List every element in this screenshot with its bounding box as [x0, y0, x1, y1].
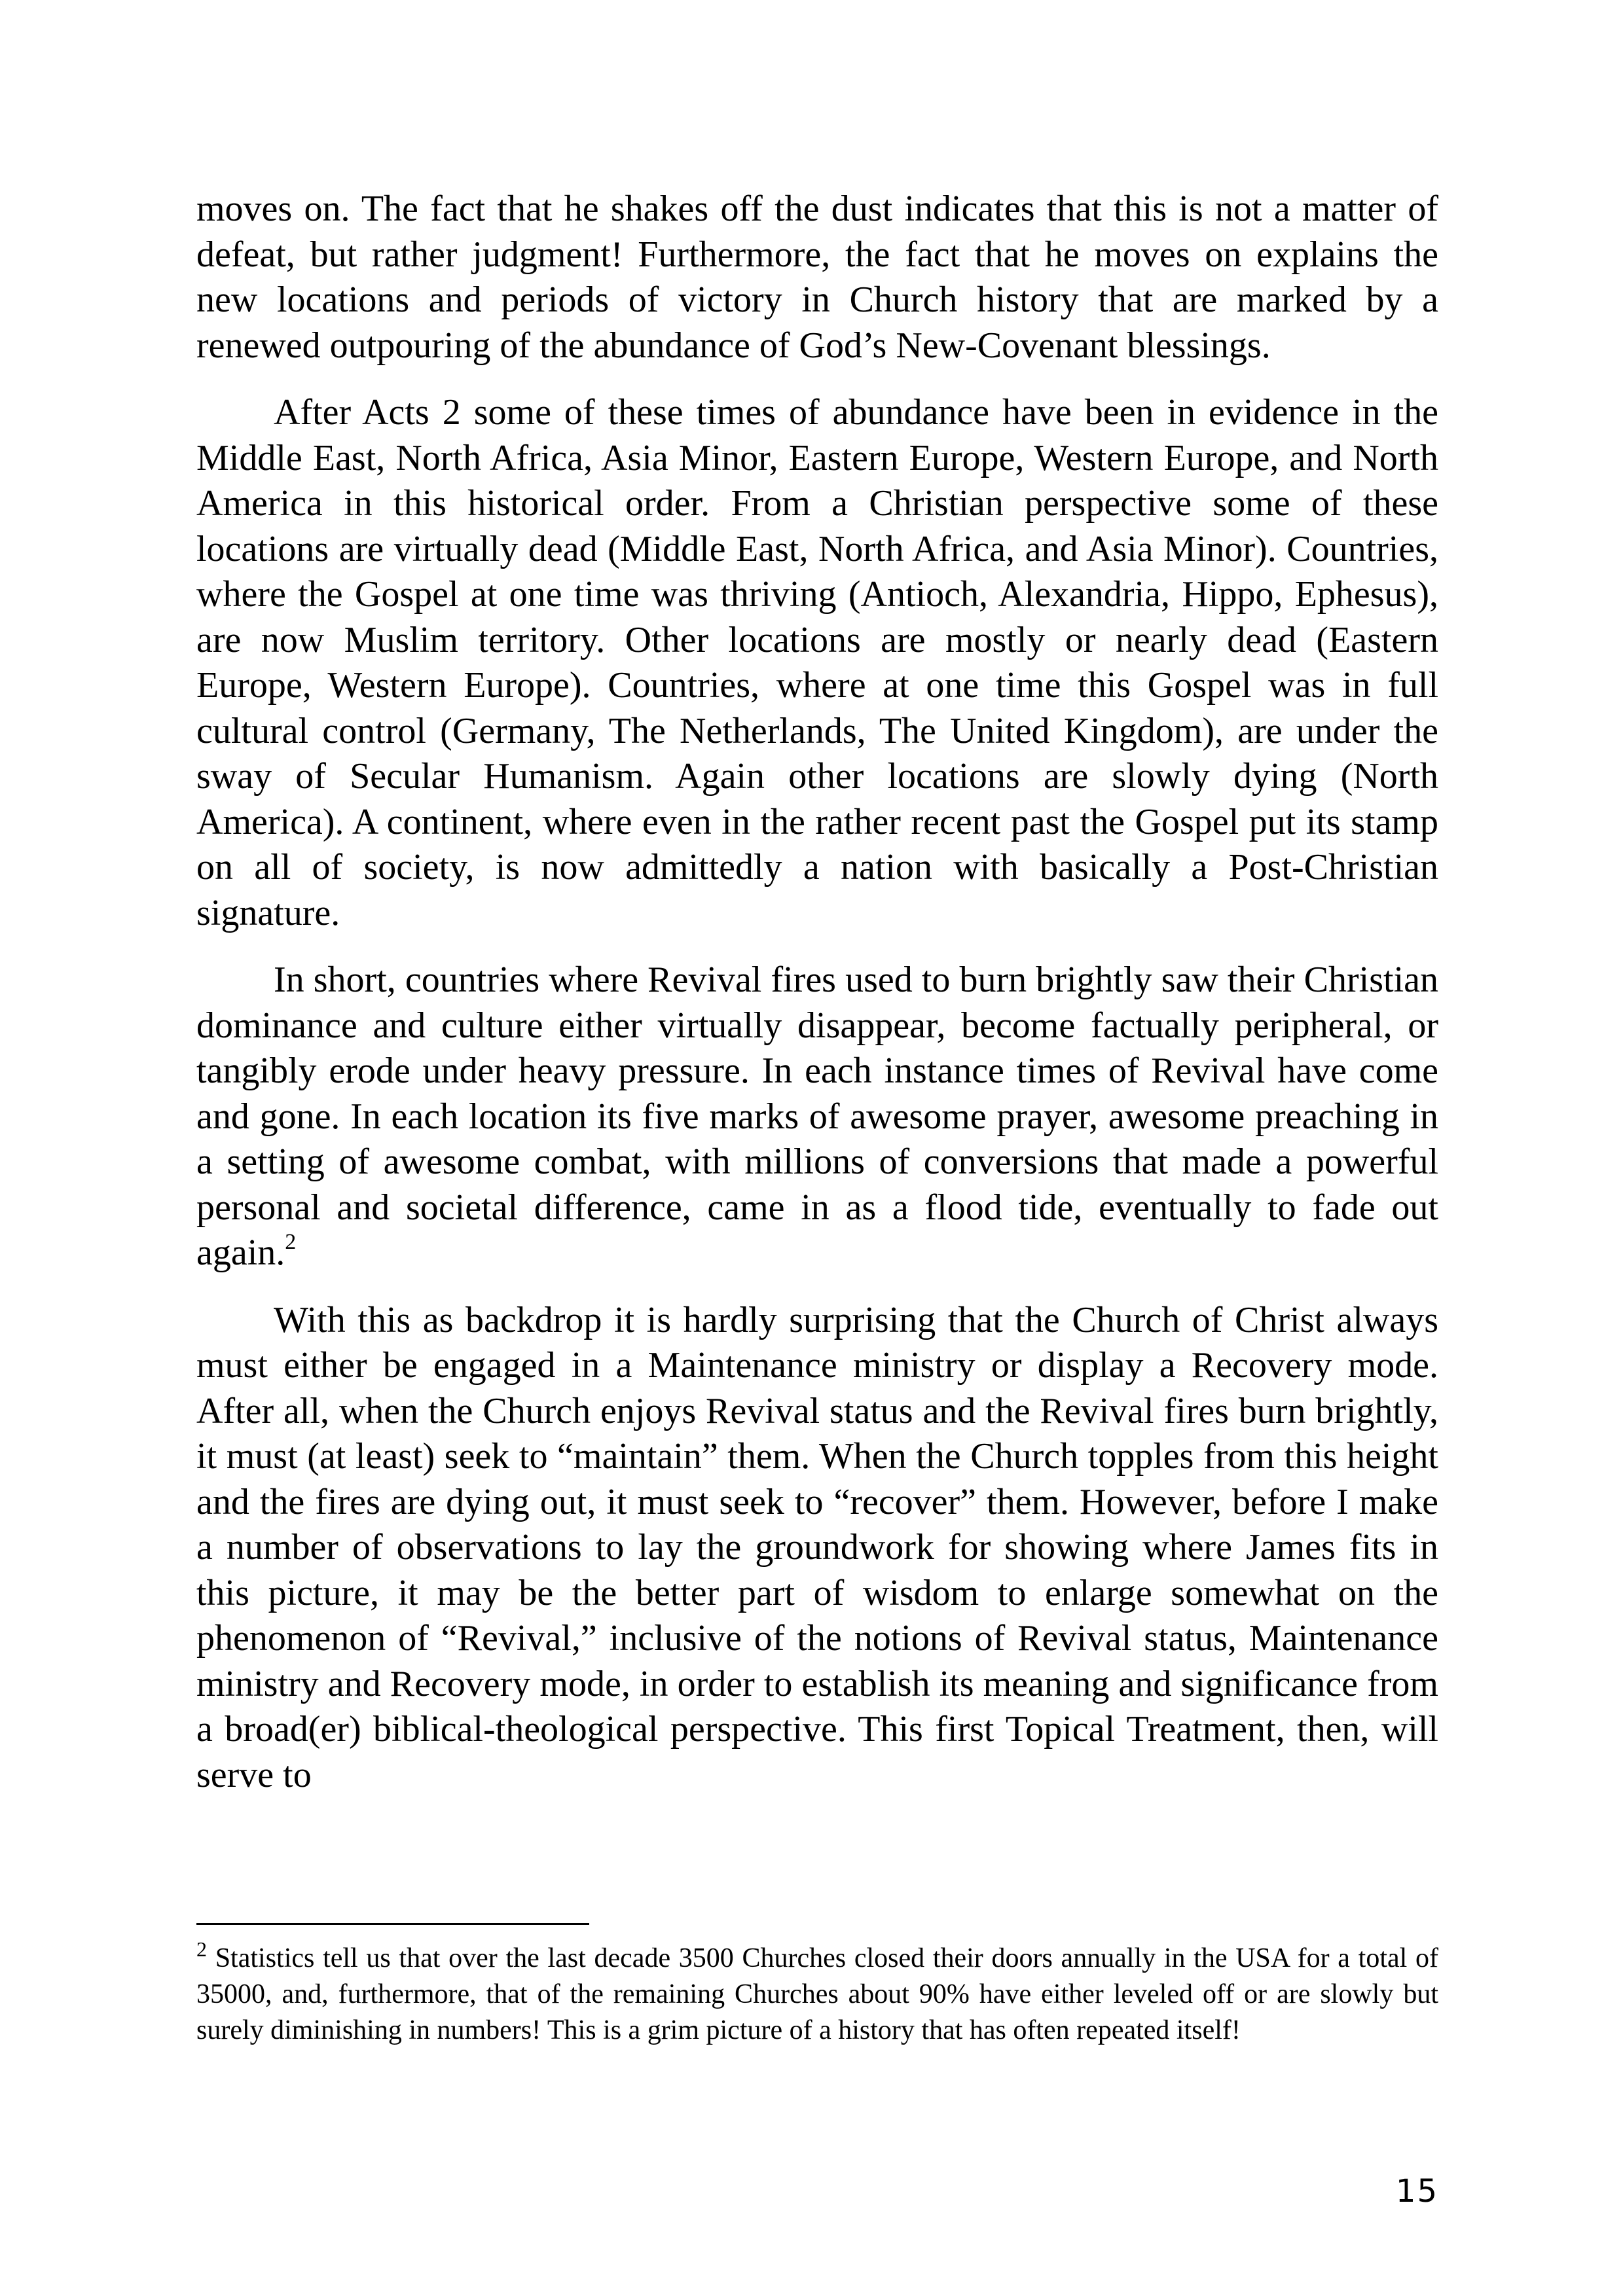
paragraph-2 — [196, 390, 1438, 936]
footnote-separator — [196, 1923, 589, 1925]
paragraph-2-text: After Acts 2 some of these times of abundance have been in evidence in the Middle East, North Africa, Asia Minor, Eastern Europe, Western Europe, and North America in this historical order. From a Christian perspective some of these locations are virtually dead (Middle East, North Africa, and Asia Minor). Countries, where the Gospel at one time was thriving (Antioch, Alexandria, Hippo, Ephesus), are now Muslim territory. Other locations are mostly or nearly dead (Eastern Europe, Western Europe). Countries, where at one time this Gospel was in full cultural control (Germany, The Netherlands, The United Kingdom), are under the sway of Secular Humanism. Again other locations are slowly dying (North America). A continent, where even in the rather recent past the Gospel put its stamp on all of society, is now admittedly a nation with basically a Post-Christian signature. — [196, 392, 1438, 933]
paragraph-1 — [196, 187, 1438, 368]
footnote-mark: 2 — [196, 1937, 207, 1961]
footnote — [196, 1937, 1438, 2049]
paragraph-3-text: In short, countries where Revival fires used to burn brightly saw their Christian dominance and culture either virtually disappear, become factually peripheral, or tangibly erode under heavy pressure. In each instance times of Revival have come and gone. In each location its five marks of awesome prayer, awesome preaching in a setting of awesome combat, with millions of conversions that made a powerful personal and societal difference, came in as a flood tide, eventually to fade out again. — [196, 960, 1438, 1273]
paragraph-4 — [196, 1298, 1438, 1799]
paragraph-1-text: moves on. The fact that he shakes off the dust indicates that this is not a matter of defeat, but rather judgment! Furthermore, the fact that he moves on explains the new locations and periods of victory in Church history that are marked by a renewed outpouring of the abundance of God’s New-Covenant blessings. — [196, 188, 1438, 366]
body-text — [196, 187, 1438, 1820]
page-number: 15 — [1395, 2173, 1438, 2210]
footnote-text: Statistics tell us that over the last decade 3500 Churches closed their doors annually in the USA for a total of 35000, and, furthermore, that of the remaining Churches about 90% have either leveled off or are slowly but surely diminishing in numbers! This is a grim picture of a history that has often repeated itself! — [196, 1943, 1438, 2045]
paragraph-3 — [196, 958, 1438, 1276]
footnote-reference[interactable]: 2 — [285, 1230, 297, 1254]
paragraph-4-text: With this as backdrop it is hardly surprising that the Church of Christ always must either be engaged in a Maintenance ministry or display a Recovery mode. After all, when the Church enjoys Revival status and the Revival fires burn brightly, it must (at least) seek to “maintain” them. When the Church topples from this height and the fires are dying out, it must seek to “recover” them. However, before I make a number of observations to lay the groundwork for showing where James fits in this picture, it may be the better part of wisdom to enlarge somewhat on the phenomenon of “Revival,” inclusive of the notions of Revival status, Maintenance ministry and Recovery mode, in order to establish its meaning and significance from a broad(er) biblical-theological perspective. This first Topical Treatment, then, will serve to — [196, 1299, 1438, 1795]
